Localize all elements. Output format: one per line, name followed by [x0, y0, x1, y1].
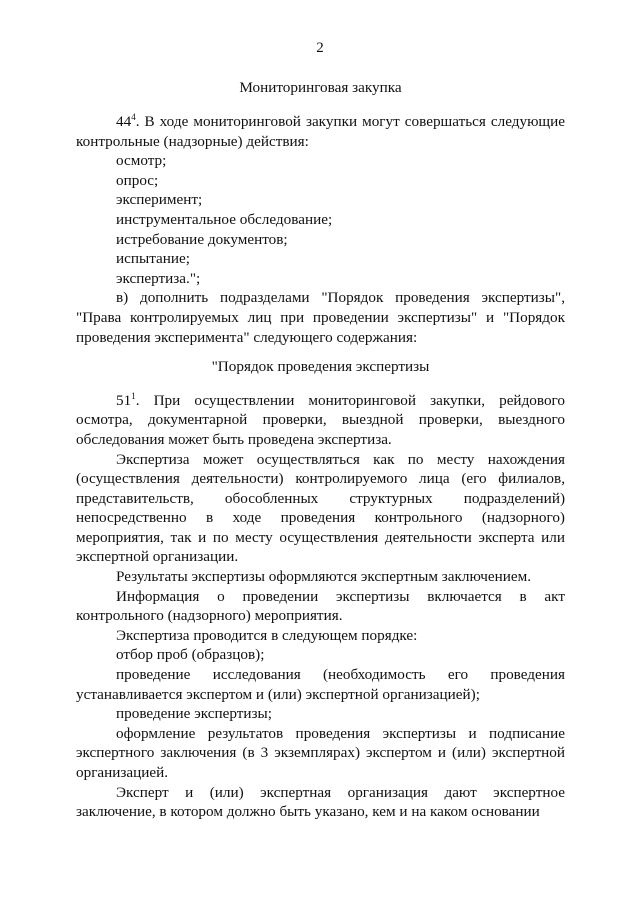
paragraph-number-superscript: 4: [131, 111, 136, 122]
paragraph-expertise-order: Экспертиза проводится в следующем порядке:: [116, 626, 418, 644]
paragraph-expertise-results: Результаты экспертизы оформляются экспертным заключением.: [116, 568, 532, 586]
paragraph-conducting-expertise: проведение экспертизы;: [116, 705, 272, 723]
paragraph-formalizing-results: оформление результатов проведения экспертизы и подписание экспертного заключения (в 3 экземплярах) экспертом и (или) экспертной организацией.: [76, 724, 565, 781]
paragraph-number-superscript: 1: [131, 390, 136, 401]
list-item-document-request: истребование документов;: [116, 230, 288, 248]
paragraph-expertise-info-in-act: Информация о проведении экспертизы включается в акт контрольного (надзорного) мероприятия.: [76, 587, 565, 625]
section-heading-monitoring-purchase: Мониторинговая закупка: [239, 79, 402, 96]
paragraph-text: . В ходе мониторинговой закупки могут совершаться следующие контрольные (надзорные) действия:: [76, 113, 565, 150]
list-item-experiment: эксперимент;: [116, 191, 203, 209]
paragraph-v-add-subsections: в) дополнить подразделами "Порядок проведения экспертизы", "Права контролируемых лиц при проведении экспертизы" и "Порядок проведения эксперимента" следующего содержания:: [76, 289, 565, 346]
list-item-expertise: экспертиза.";: [116, 269, 201, 287]
document-body: [76, 78, 565, 822]
paragraph-44-4: [76, 112, 565, 151]
list-item-instrumental-examination: инструментальное обследование;: [116, 210, 333, 228]
paragraph-51-1: [76, 391, 565, 450]
page-number: 2: [316, 40, 324, 56]
list-item-inspection: осмотр;: [116, 152, 167, 170]
paragraph-research: проведение исследования (необходимость его проведения устанавливается экспертом и (или) экспертной организацией);: [76, 666, 565, 703]
paragraph-expertise-location: Экспертиза может осуществляться как по месту нахождения (осуществления деятельности) контролируемого лица (его филиалов, представительств, обособленных структурных подразделений) непосредственно в ходе проведения контрольного (надзорного) мероприятия, так и по месту осуществления деятельности эксперта или экспертной организации.: [76, 450, 565, 566]
paragraph-number: 51: [116, 391, 132, 409]
paragraph-sampling: отбор проб (образцов);: [116, 646, 265, 664]
paragraph-text: . При осуществлении мониторинговой закупки, рейдового осмотра, документарной проверки, выездной проверки, выездного обследования может быть проведена экспертиза.: [76, 391, 565, 448]
section-heading-expertise-procedure: "Порядок проведения экспертизы: [211, 358, 430, 376]
paragraph-expert-conclusion: Эксперт и (или) экспертная организация дают экспертное заключение, в котором должно быть указано, кем и на каком основании: [76, 783, 565, 821]
list-item-survey: опрос;: [116, 171, 159, 189]
paragraph-number: 44: [116, 113, 132, 130]
list-item-testing: испытание;: [116, 250, 190, 268]
